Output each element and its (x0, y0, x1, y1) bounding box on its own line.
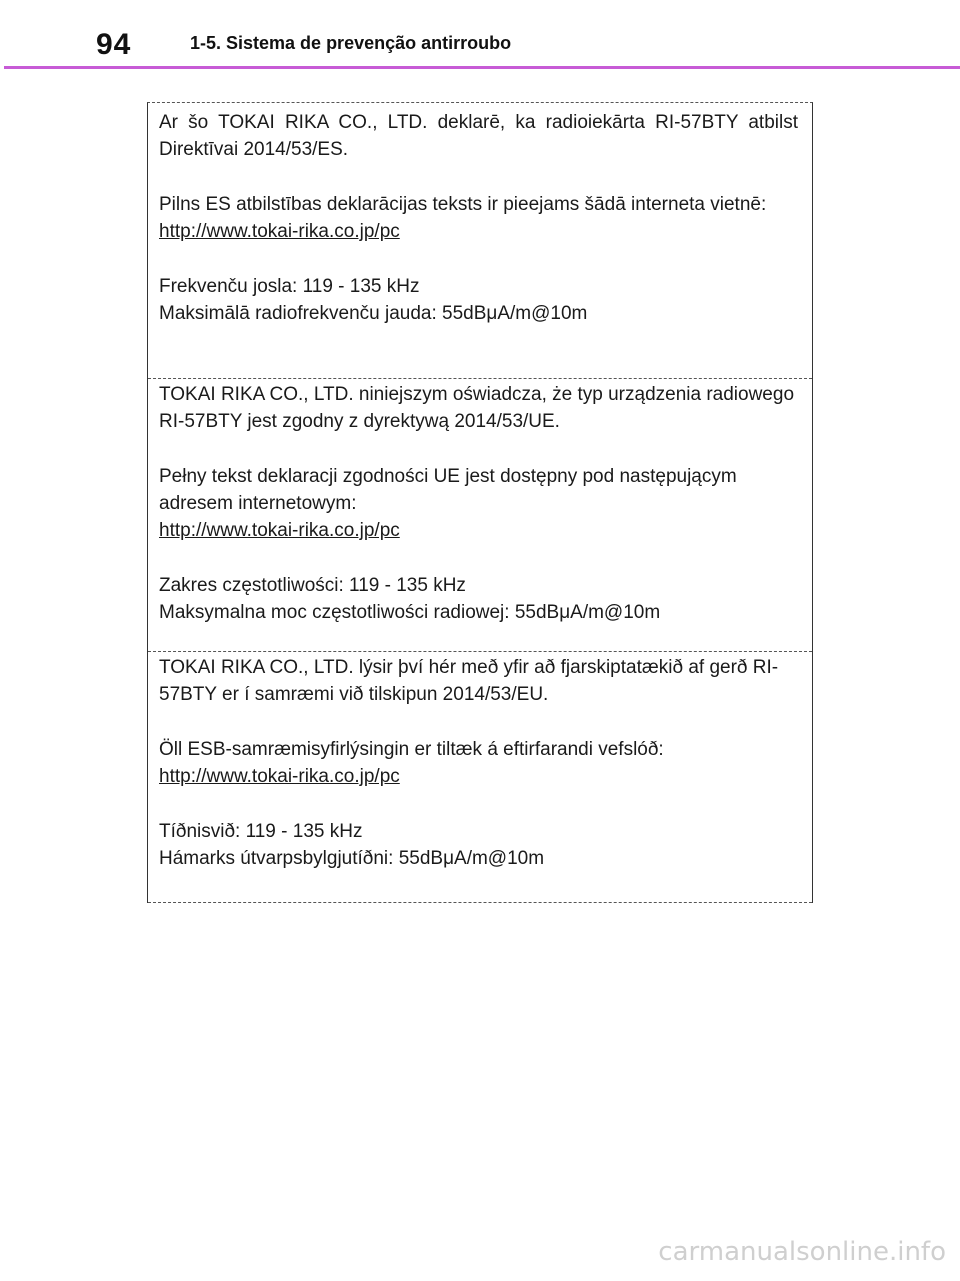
frequency-band: Tíðnisvið: 119 - 135 kHz (159, 821, 363, 842)
full-text-notice: Pilns ES atbilstības deklarācijas teksts ir pieejams šādā interneta vietnē: (159, 194, 767, 215)
declaration-box-icelandic (147, 652, 813, 903)
header-divider (4, 66, 960, 69)
max-power: Maksimālā radiofrekvenču jauda: 55dBμA/m@10m (159, 303, 588, 324)
declaration-text-latvian (159, 109, 798, 327)
watermark: carmanualsonline.info (658, 1237, 946, 1267)
page-number: 94 (96, 28, 132, 61)
declaration-statement: TOKAI RIKA CO., LTD. lýsir því hér með yfir að fjarskiptatækið af gerð RI-57BTY er í samræmi við tilskipun 2014/53/EU. (159, 657, 779, 705)
declaration-statement: Ar šo TOKAI RIKA CO., LTD. deklarē, ka radioiekārta RI-57BTY atbilst Direktīvai 2014/53/ES. (159, 112, 798, 160)
declaration-url-link[interactable]: http://www.tokai-rika.co.jp/pc (159, 520, 400, 541)
section-title: 1-5. Sistema de prevenção antirroubo (190, 33, 512, 53)
full-text-notice: Pełny tekst deklaracji zgodności UE jest dostępny pod następującym adresem internetowym: (159, 466, 737, 514)
max-power: Maksymalna moc częstotliwości radiowej: 55dBμA/m@10m (159, 602, 661, 623)
frequency-band: Frekvenču josla: 119 - 135 kHz (159, 276, 420, 297)
page-header (0, 0, 960, 70)
declaration-statement: TOKAI RIKA CO., LTD. niniejszym oświadcza, że typ urządzenia radiowego RI-57BTY jest zgodny z dyrektywą 2014/53/UE. (159, 384, 795, 432)
declaration-box-polish (147, 379, 813, 652)
section-divider (148, 902, 812, 903)
max-power: Hámarks útvarpsbylgjutíðni: 55dBμA/m@10m (159, 848, 545, 869)
full-text-notice: Öll ESB-samræmisyfirlýsingin er tiltæk á eftirfarandi vefslóð: (159, 739, 664, 760)
declaration-text-icelandic (159, 654, 798, 872)
declaration-url-link[interactable]: http://www.tokai-rika.co.jp/pc (159, 221, 400, 242)
declaration-box-latvian (147, 102, 813, 379)
declaration-text-polish (159, 381, 798, 626)
frequency-band: Zakres częstotliwości: 119 - 135 kHz (159, 575, 466, 596)
declaration-url-link[interactable]: http://www.tokai-rika.co.jp/pc (159, 766, 400, 787)
